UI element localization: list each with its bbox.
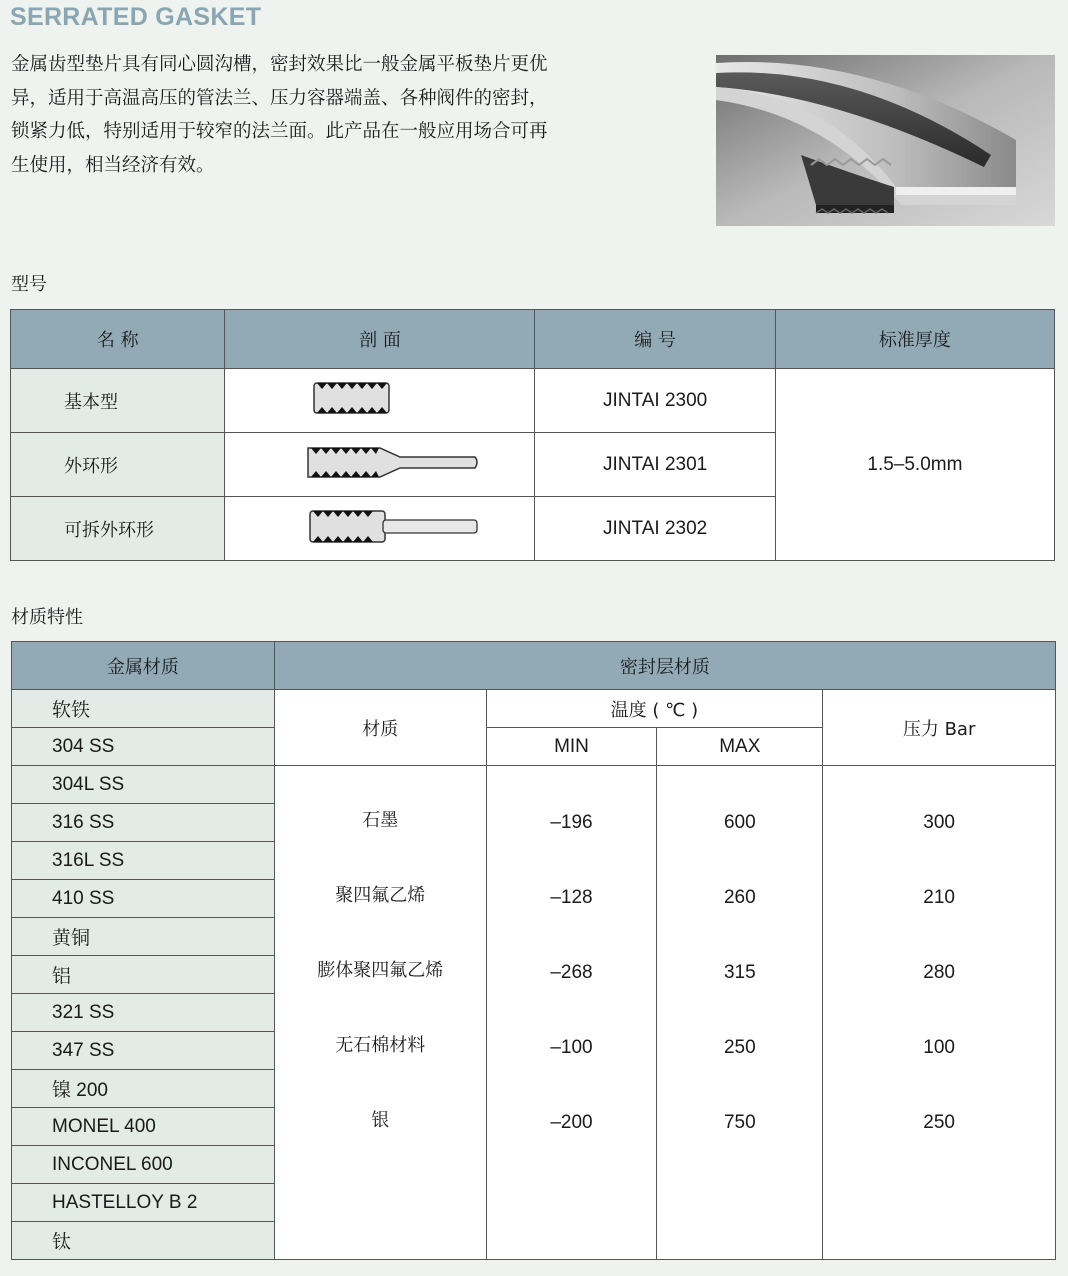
max-temp: 750	[723, 1112, 756, 1133]
pressure-value: 300	[923, 812, 955, 833]
metal-item: 316L SS	[12, 842, 275, 880]
header-pressure: 压力 Bar	[823, 690, 1056, 766]
model-name: 可拆外环形	[11, 497, 225, 561]
metal-item: 铝	[12, 956, 275, 994]
max-temp-column	[657, 766, 823, 1260]
serrated-outer-ring-icon	[225, 437, 534, 487]
pressure-column	[823, 766, 1056, 1260]
model-code: JINTAI 2301	[535, 433, 775, 497]
pressure-value: 210	[923, 887, 955, 908]
header-temperature: 温度 ( ℃ )	[486, 690, 823, 728]
model-name: 外环形	[11, 433, 225, 497]
model-table-header	[11, 310, 1055, 369]
header-profile: 剖 面	[225, 310, 535, 369]
header-seal: 密封层材质	[274, 642, 1055, 690]
metal-item: 钛	[12, 1222, 275, 1260]
max-temp: 260	[723, 887, 756, 908]
max-temp: 315	[723, 962, 756, 983]
metal-item: 镍 200	[12, 1070, 275, 1108]
product-title: SERRATED GASKET	[10, 3, 262, 31]
standard-thickness: 1.5–5.0mm	[775, 369, 1054, 561]
header-metal: 金属材质	[12, 642, 275, 690]
metal-item: HASTELLOY B 2	[12, 1184, 275, 1222]
seal-name: 膨体聚四氟乙烯	[317, 960, 444, 981]
section-label-models: 型号	[11, 274, 47, 295]
intro-text	[11, 48, 651, 182]
profile-cell	[225, 369, 535, 433]
min-temp: –100	[550, 1037, 593, 1058]
header-thickness: 标准厚度	[775, 310, 1054, 369]
serrated-core-icon	[225, 373, 534, 423]
model-name: 基本型	[11, 369, 225, 433]
header-code: 编 号	[535, 310, 775, 369]
metal-item: 410 SS	[12, 880, 275, 918]
min-temp: –128	[550, 887, 593, 908]
header-name: 名 称	[11, 310, 225, 369]
min-temp: –196	[550, 812, 593, 833]
table-row	[12, 690, 1056, 728]
seal-name: 无石棉材料	[335, 1035, 426, 1056]
pressure-value: 250	[923, 1112, 955, 1133]
section-label-materials: 材质特性	[11, 607, 83, 628]
min-temp: –268	[550, 962, 593, 983]
profile-cell	[225, 497, 535, 561]
seal-name-column	[274, 766, 486, 1260]
max-temp: 600	[723, 812, 756, 833]
serrated-removable-ring-icon	[225, 501, 534, 551]
min-temp-column	[486, 766, 657, 1260]
model-code: JINTAI 2302	[535, 497, 775, 561]
intro-line: 生使用，相当经济有效。	[11, 154, 215, 176]
metal-item: 黄铜	[12, 918, 275, 956]
material-table	[11, 641, 1056, 1260]
seal-name: 银	[371, 1110, 390, 1131]
header-min: MIN	[486, 728, 657, 766]
header-material: 材质	[274, 690, 486, 766]
model-table	[10, 309, 1055, 561]
model-code: JINTAI 2300	[535, 369, 775, 433]
intro-line: 金属齿型垫片具有同心圆沟槽，密封效果比一般金属平板垫片更优	[11, 54, 548, 75]
metal-item: INCONEL 600	[12, 1146, 275, 1184]
metal-item: 316 SS	[12, 804, 275, 842]
profile-cell	[225, 433, 535, 497]
table-row	[11, 369, 1055, 433]
intro-line: 异，适用于高温高压的管法兰、压力容器端盖、各种阀件的密封，	[11, 87, 548, 109]
pressure-value: 100	[923, 1037, 955, 1058]
metal-item: MONEL 400	[12, 1108, 275, 1146]
gasket-photo	[716, 55, 1055, 226]
seal-name: 石墨	[362, 810, 399, 831]
intro-line: 锁紧力低，特别适用于较窄的法兰面。此产品在一般应用场合可再	[11, 121, 548, 142]
seal-name: 聚四氟乙烯	[335, 885, 426, 906]
metal-item: 304 SS	[12, 728, 275, 766]
max-temp: 250	[723, 1037, 756, 1058]
table-row	[12, 766, 1056, 804]
pressure-value: 280	[923, 962, 955, 983]
metal-item: 304L SS	[12, 766, 275, 804]
metal-item: 软铁	[12, 690, 275, 728]
metal-item: 347 SS	[12, 1032, 275, 1070]
header-max: MAX	[657, 728, 823, 766]
material-table-header	[12, 642, 1056, 690]
min-temp: –200	[550, 1112, 593, 1133]
metal-item: 321 SS	[12, 994, 275, 1032]
